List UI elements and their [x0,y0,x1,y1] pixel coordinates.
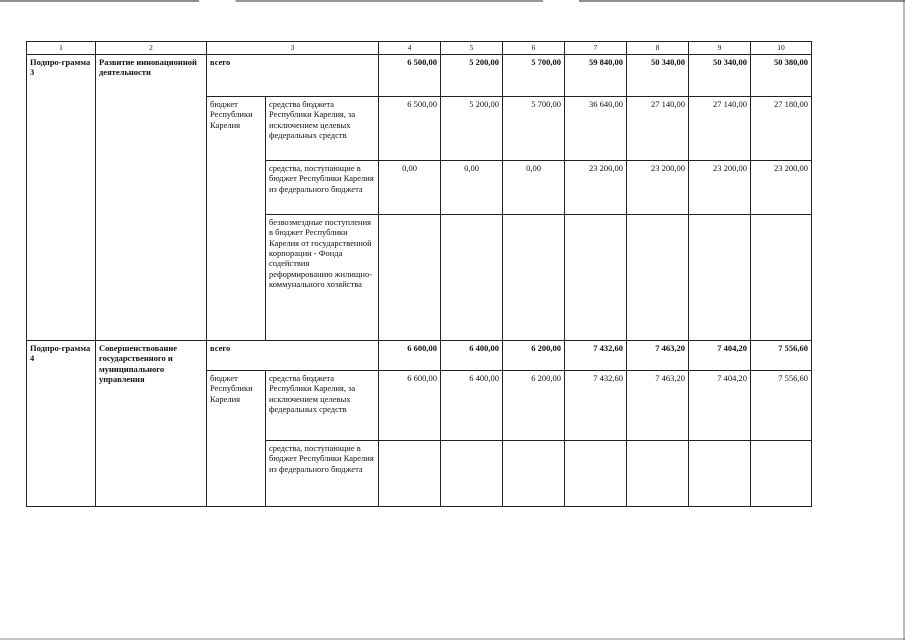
value-cell: 23 200,00 [689,161,751,215]
value-cell: 50 340,00 [689,55,751,97]
value-cell: 6 400,00 [441,371,503,441]
value-cell: 27 140,00 [627,97,689,161]
value-cell: 59 840,00 [565,55,627,97]
value-cell: 6 500,00 [379,55,441,97]
column-number: 4 [379,42,441,55]
value-cell: 7 432,60 [565,371,627,441]
value-cell: 7 556,60 [751,341,812,371]
table-row [27,341,812,371]
value-cell [565,215,627,341]
value-cell: 23 200,00 [751,161,812,215]
value-cell: 7 463,20 [627,371,689,441]
value-cell: 23 200,00 [627,161,689,215]
value-cell [379,215,441,341]
funding-source-label: средства бюджета Республики Карелия, за исключением целевых федеральных средств [266,371,379,441]
value-cell [689,441,751,507]
funding-source-label: средства, поступающие в бюджет Республики Карелия из федерального бюджета [266,161,379,215]
value-cell: 27 180,00 [751,97,812,161]
value-cell: 5 200,00 [441,97,503,161]
funding-source-label: средства бюджета Республики Карелия, за исключением целевых федеральных средств [266,97,379,161]
value-cell: 50 380,00 [751,55,812,97]
column-number: 1 [27,42,96,55]
value-cell: 0,00 [503,161,565,215]
value-cell: 6 500,00 [379,97,441,161]
value-cell [751,215,812,341]
value-cell [565,441,627,507]
value-cell [441,441,503,507]
budget-label: бюджет Республики Карелия [207,371,266,507]
column-number: 3 [207,42,379,55]
value-cell: 5 700,00 [503,55,565,97]
value-cell: 5 200,00 [441,55,503,97]
subprogram-code: Подпро-грамма 4 [27,341,96,507]
column-number: 6 [503,42,565,55]
column-number: 5 [441,42,503,55]
value-cell: 6 600,00 [379,341,441,371]
value-cell [379,441,441,507]
total-label: всего [207,341,379,371]
funding-source-label: безвозмездные поступления в бюджет Республики Карелия от государственной корпорации - Фонда содействия реформированию жилищно-коммунального хозяйства [266,215,379,341]
funding-source-label: средства, поступающие в бюджет Республики Карелия из федерального бюджета [266,441,379,507]
value-cell [627,441,689,507]
subprogram-code: Подпро-грамма 3 [27,55,96,341]
value-cell: 7 404,20 [689,371,751,441]
value-cell: 7 556,60 [751,371,812,441]
value-cell [627,215,689,341]
value-cell: 50 340,00 [627,55,689,97]
value-cell: 6 400,00 [441,341,503,371]
value-cell [689,215,751,341]
value-cell: 0,00 [441,161,503,215]
scan-edge-top [0,0,905,2]
budget-table [26,41,812,507]
value-cell: 5 700,00 [503,97,565,161]
value-cell: 7 463,20 [627,341,689,371]
value-cell: 23 200,00 [565,161,627,215]
value-cell: 36 640,00 [565,97,627,161]
value-cell: 7 404,20 [689,341,751,371]
budget-label: бюджет Республики Карелия [207,97,266,341]
value-cell: 6 200,00 [503,341,565,371]
total-label: всего [207,55,379,97]
column-number: 7 [565,42,627,55]
column-number: 8 [627,42,689,55]
value-cell [441,215,503,341]
value-cell: 6 200,00 [503,371,565,441]
value-cell [751,441,812,507]
value-cell [503,441,565,507]
subprogram-name: Развитие инновационной деятельности [96,55,207,341]
column-number: 10 [751,42,812,55]
value-cell: 7 432,60 [565,341,627,371]
value-cell: 0,00 [379,161,441,215]
value-cell: 27 140,00 [689,97,751,161]
column-number: 2 [96,42,207,55]
column-number: 9 [689,42,751,55]
column-number-row [27,42,812,55]
value-cell: 6 600,00 [379,371,441,441]
table-row [27,55,812,97]
subprogram-name: Совершенствование государственного и муниципального управления [96,341,207,507]
value-cell [503,215,565,341]
